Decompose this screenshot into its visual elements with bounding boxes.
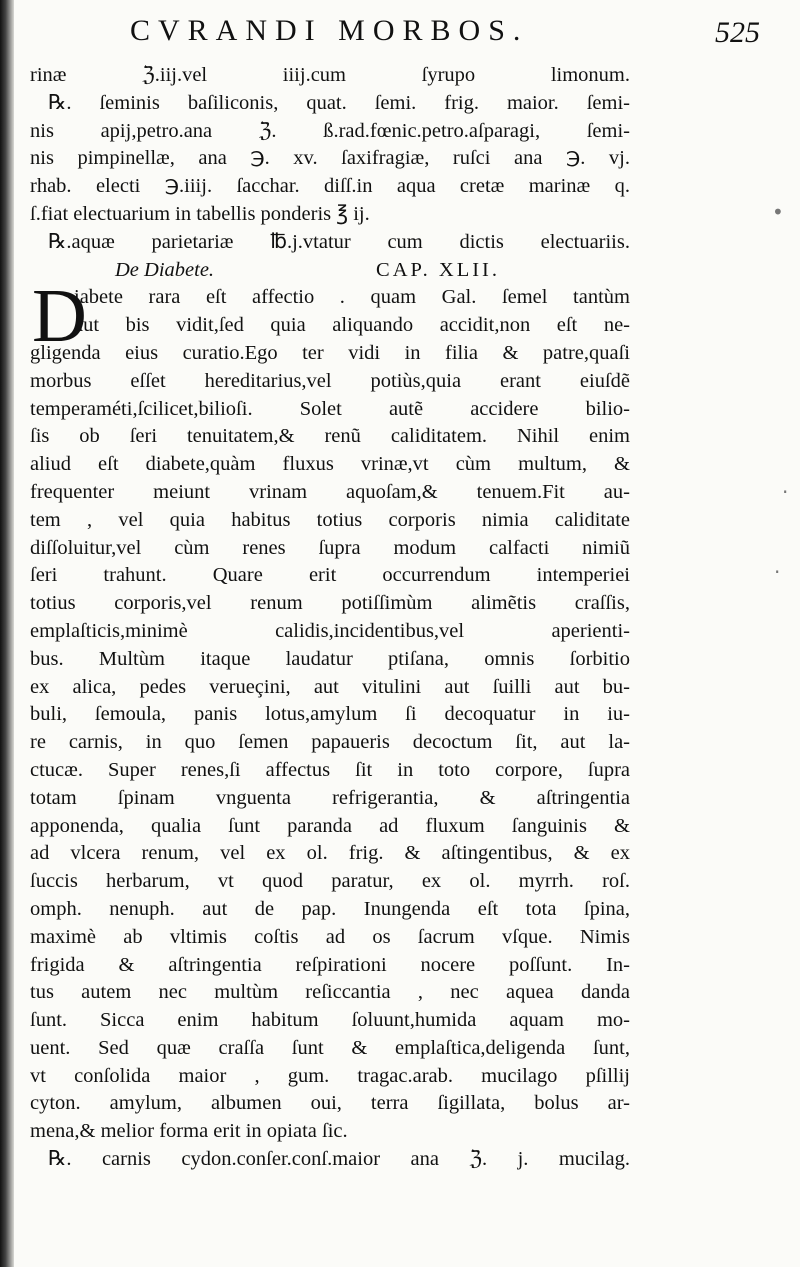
- margin-specks: [760, 0, 800, 1267]
- running-title: CVRANDI MORBOS.: [130, 14, 529, 47]
- chapter-line: uent. Sed quæ craſſa ſunt & emplaſtica,deligenda ſunt,: [30, 1036, 630, 1059]
- chapter-body: [30, 274, 630, 1174]
- margin-speck: ·: [782, 480, 789, 504]
- chapter-line: bus. Multùm itaque laudatur ptiſana, omnis ſorbitio: [30, 647, 630, 670]
- chapter-line: frigida & aſtringentia reſpirationi nocere poſſunt. In-: [30, 953, 630, 976]
- recipe-line: rhab. electi ℈.iiij. ſacchar. diſſ.in aqua cretæ marinæ q.: [30, 175, 630, 198]
- chapter-line: cyton. amylum, albumen oui, terra ſigillata, bolus ar-: [30, 1092, 630, 1115]
- recipe-line: ℞. ſeminis baſiliconis, quat. ſemi. frig. maior. ſemi-: [48, 91, 630, 114]
- text-block: [30, 62, 630, 1174]
- chapter-line: iabete rara eſt affectio . quam Gal. ſemel tantùm: [74, 286, 630, 309]
- page-header: [100, 14, 760, 60]
- margin-speck: ·: [774, 560, 781, 584]
- chapter-line: temperaméti,ſcilicet,bilioſi. Solet autẽ accidere bilio-: [30, 397, 630, 420]
- recipe-line: nis pimpinellæ, ana ℈. xv. ſaxifragiæ, ruſci ana ℈. vj.: [30, 147, 630, 170]
- recipe-line: nis apij,petro.ana ℨ. ß.rad.fœnic.petro.aſparagi, ſemi-: [30, 119, 630, 142]
- chapter-line: tem , vel quia habitus totius corporis nimia caliditate: [30, 508, 630, 531]
- chapter-line: re carnis, in quo ſemen papaueris decoctum ſit, aut la-: [30, 731, 630, 754]
- drop-cap: D: [32, 274, 87, 359]
- chapter-line: aut bis vidit,ſed quia aliquando accidit,non eſt ne-: [74, 314, 630, 337]
- chapter-line: totius corporis,vel renum potiſſimùm alimẽtis craſſis,: [30, 592, 630, 615]
- chapter-line: apponenda, qualia ſunt paranda ad fluxum ſanguinis &: [30, 814, 630, 837]
- chapter-line: ctucæ. Super renes,ſi affectus ſit in toto corpore, ſupra: [30, 758, 630, 781]
- chapter-line: maximè ab vltimis coſtis ad os ſacrum vſque. Nimis: [30, 925, 630, 948]
- chapter-line: ad vlcera renum, vel ex ol. frig. & aſtingentibus, & ex: [30, 842, 630, 865]
- recipe-line: ſ.fiat electuarium in tabellis ponderis ℥ ij.: [30, 202, 370, 225]
- page-gutter-shadow: [0, 0, 14, 1267]
- page-number: 525: [715, 16, 760, 49]
- recipe-line: ℞. carnis cydon.conſer.conſ.maior ana ℨ. j. mucilag.: [48, 1148, 630, 1171]
- recipe-line: ℞.aquæ parietariæ ℔.j.vtatur cum dictis electuariis.: [48, 230, 630, 253]
- chapter-line: gligenda eius curatio.Ego ter vidi in filia & patre,quaſi: [30, 341, 630, 364]
- chapter-line: morbus eſſet hereditarius,vel potiùs,quia erant eiuſdẽ: [30, 369, 630, 392]
- chapter-line: ſeri trahunt. Quare erit occurrendum intemperiei: [30, 564, 630, 587]
- chapter-title: De Diabete.: [115, 258, 215, 281]
- margin-speck: •: [772, 200, 784, 224]
- chapter-line: emplaſticis,minimè calidis,incidentibus,vel aperienti-: [30, 619, 630, 642]
- chapter-line: tus autem nec multùm reſiccantia , nec aquea danda: [30, 981, 630, 1004]
- chapter-line: ex alica, pedes verueçini, aut vitulini aut ſuilli aut bu-: [30, 675, 630, 698]
- chapter-line: vt conſolida maior , gum. tragac.arab. mucilago pſillij: [30, 1064, 630, 1087]
- chapter-line: aliud eſt diabete,quàm fluxus vrinæ,vt cùm multum, &: [30, 453, 630, 476]
- chapter-line: ſuccis herbarum, vt quod paratur, ex ol. myrrh. roſ.: [30, 870, 630, 893]
- chapter-line: omph. nenuph. aut de pap. Inungenda eſt tota ſpina,: [30, 897, 630, 920]
- chapter-line: buli, ſemoula, panis lotus,amylum ſi decoquatur in iu-: [30, 703, 630, 726]
- chapter-line: frequenter meiunt vrinam aquoſam,& tenuem.Fit au-: [30, 480, 630, 503]
- chapter-heading: [30, 257, 630, 285]
- recipe-line: rinæ ℨ.iij.vel iiij.cum ſyrupo limonum.: [30, 64, 630, 86]
- chapter-number: CAP. XLII.: [376, 258, 500, 281]
- chapter-line: diſſoluitur,vel cùm renes ſupra modum calfacti nimiũ: [30, 536, 630, 559]
- chapter-line: ſunt. Sicca enim habitum ſoluunt,humida aquam mo-: [30, 1009, 630, 1032]
- chapter-line: ſis ob ſeri tenuitatem,& renũ caliditatem. Nihil enim: [30, 425, 630, 448]
- chapter-line: mena,& melior forma erit in opiata ſic.: [30, 1120, 348, 1143]
- chapter-line: totam ſpinam vnguenta refrigerantia, & aſtringentia: [30, 786, 630, 809]
